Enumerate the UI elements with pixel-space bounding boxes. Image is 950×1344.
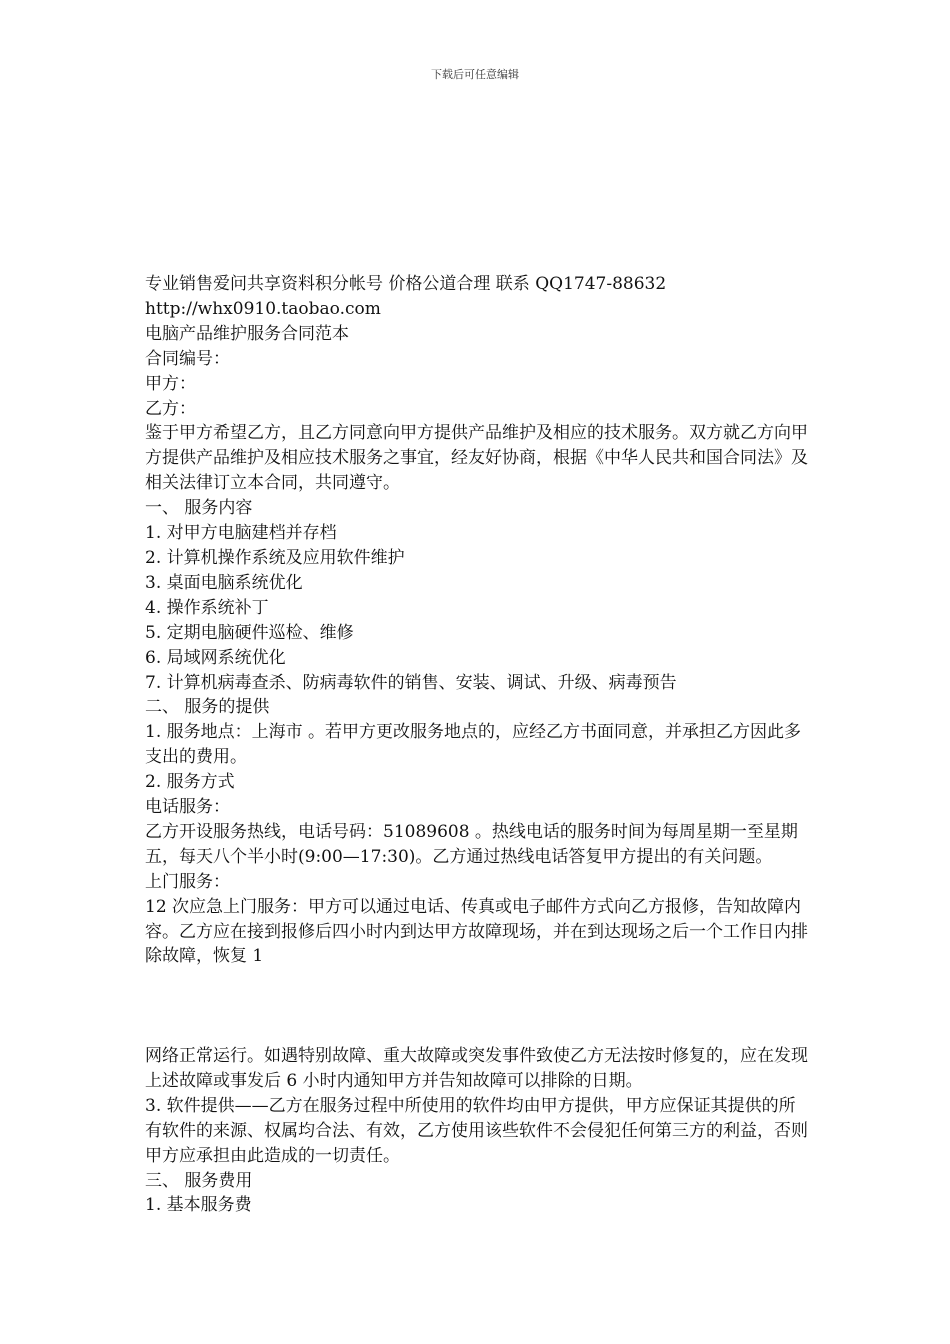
shop-url-link[interactable]: http://whx0910.taobao.com — [145, 298, 381, 319]
contract-number-field: 合同编号： — [145, 348, 230, 369]
contract-text-block — [145, 272, 811, 969]
paragraph: 乙方开设服务热线，电话号码：51089608 。热线电话的服务时间为每周星期一至星期五，每天八个半小时(9:00—17:30)。乙方通过热线电话答复甲方提出的有关问题。 — [145, 821, 798, 867]
section-heading: 二、 服务的提供 — [145, 697, 270, 718]
section-heading: 三、 服务费用 — [145, 1170, 253, 1191]
list-item: 3. 桌面电脑系统优化 — [145, 572, 303, 593]
document-title: 电脑产品维护服务合同范本 — [145, 323, 349, 344]
list-item: 1. 服务地点：上海市 。若甲方更改服务地点的，应经乙方书面同意，并承担乙方因此多支出的费用。 — [145, 722, 802, 768]
paragraph: 网络正常运行。如遇特别故障、重大故障或突发事件致使乙方无法按时修复的，应在发现上述故障或事发后 6 小时内通知甲方并告知故障可以排除的日期。 — [145, 1046, 808, 1091]
list-item: 3. 软件提供——乙方在服务过程中所使用的软件均由甲方提供，甲方应保证其提供的所有软件的来源、权属均合法、有效，乙方使用该些软件不会侵犯任何第三方的利益，否则甲方应承担由此造成的一切责任。 — [145, 1095, 808, 1166]
party-b-field: 乙方： — [145, 398, 196, 419]
preamble-paragraph: 鉴于甲方希望乙方，且乙方同意向甲方提供产品维护及相应的技术服务。双方就乙方向甲方提供产品维护及相应技术服务之事宜，经友好协商，根据《中华人民共和国合同法》及相关法律订立本合同，共同遵守。 — [145, 423, 808, 494]
list-item: 5. 定期电脑硬件巡检、维修 — [145, 622, 354, 643]
list-item: 7. 计算机病毒查杀、防病毒软件的销售、安装、调试、升级、病毒预告 — [145, 672, 677, 693]
list-item: 2. 计算机操作系统及应用软件维护 — [145, 547, 405, 568]
page-header-note: 下载后可任意编辑 — [431, 68, 519, 81]
subheading: 电话服务： — [145, 797, 230, 818]
list-item: 1. 对甲方电脑建档并存档 — [145, 523, 337, 544]
list-item: 6. 局域网系统优化 — [145, 647, 286, 668]
party-a-field: 甲方： — [145, 373, 196, 394]
seller-ad-line: 专业销售爱问共享资料积分帐号 价格公道合理 联系 QQ1747-88632 — [145, 274, 667, 294]
list-item: 4. 操作系统补丁 — [145, 597, 269, 618]
list-item: 1. 基本服务费 — [145, 1195, 252, 1216]
contract-text-block — [145, 1044, 811, 1218]
paragraph: 12 次应急上门服务：甲方可以通过电话、传真或电子邮件方式向乙方报修，告知故障内容。乙方应在接到报修后四小时内到达甲方故障现场，并在到达现场之后一个工作日内排除故障，恢复 1 — [145, 896, 808, 967]
section-heading: 一、 服务内容 — [145, 498, 253, 519]
list-item: 2. 服务方式 — [145, 772, 235, 793]
subheading: 上门服务： — [145, 871, 230, 892]
